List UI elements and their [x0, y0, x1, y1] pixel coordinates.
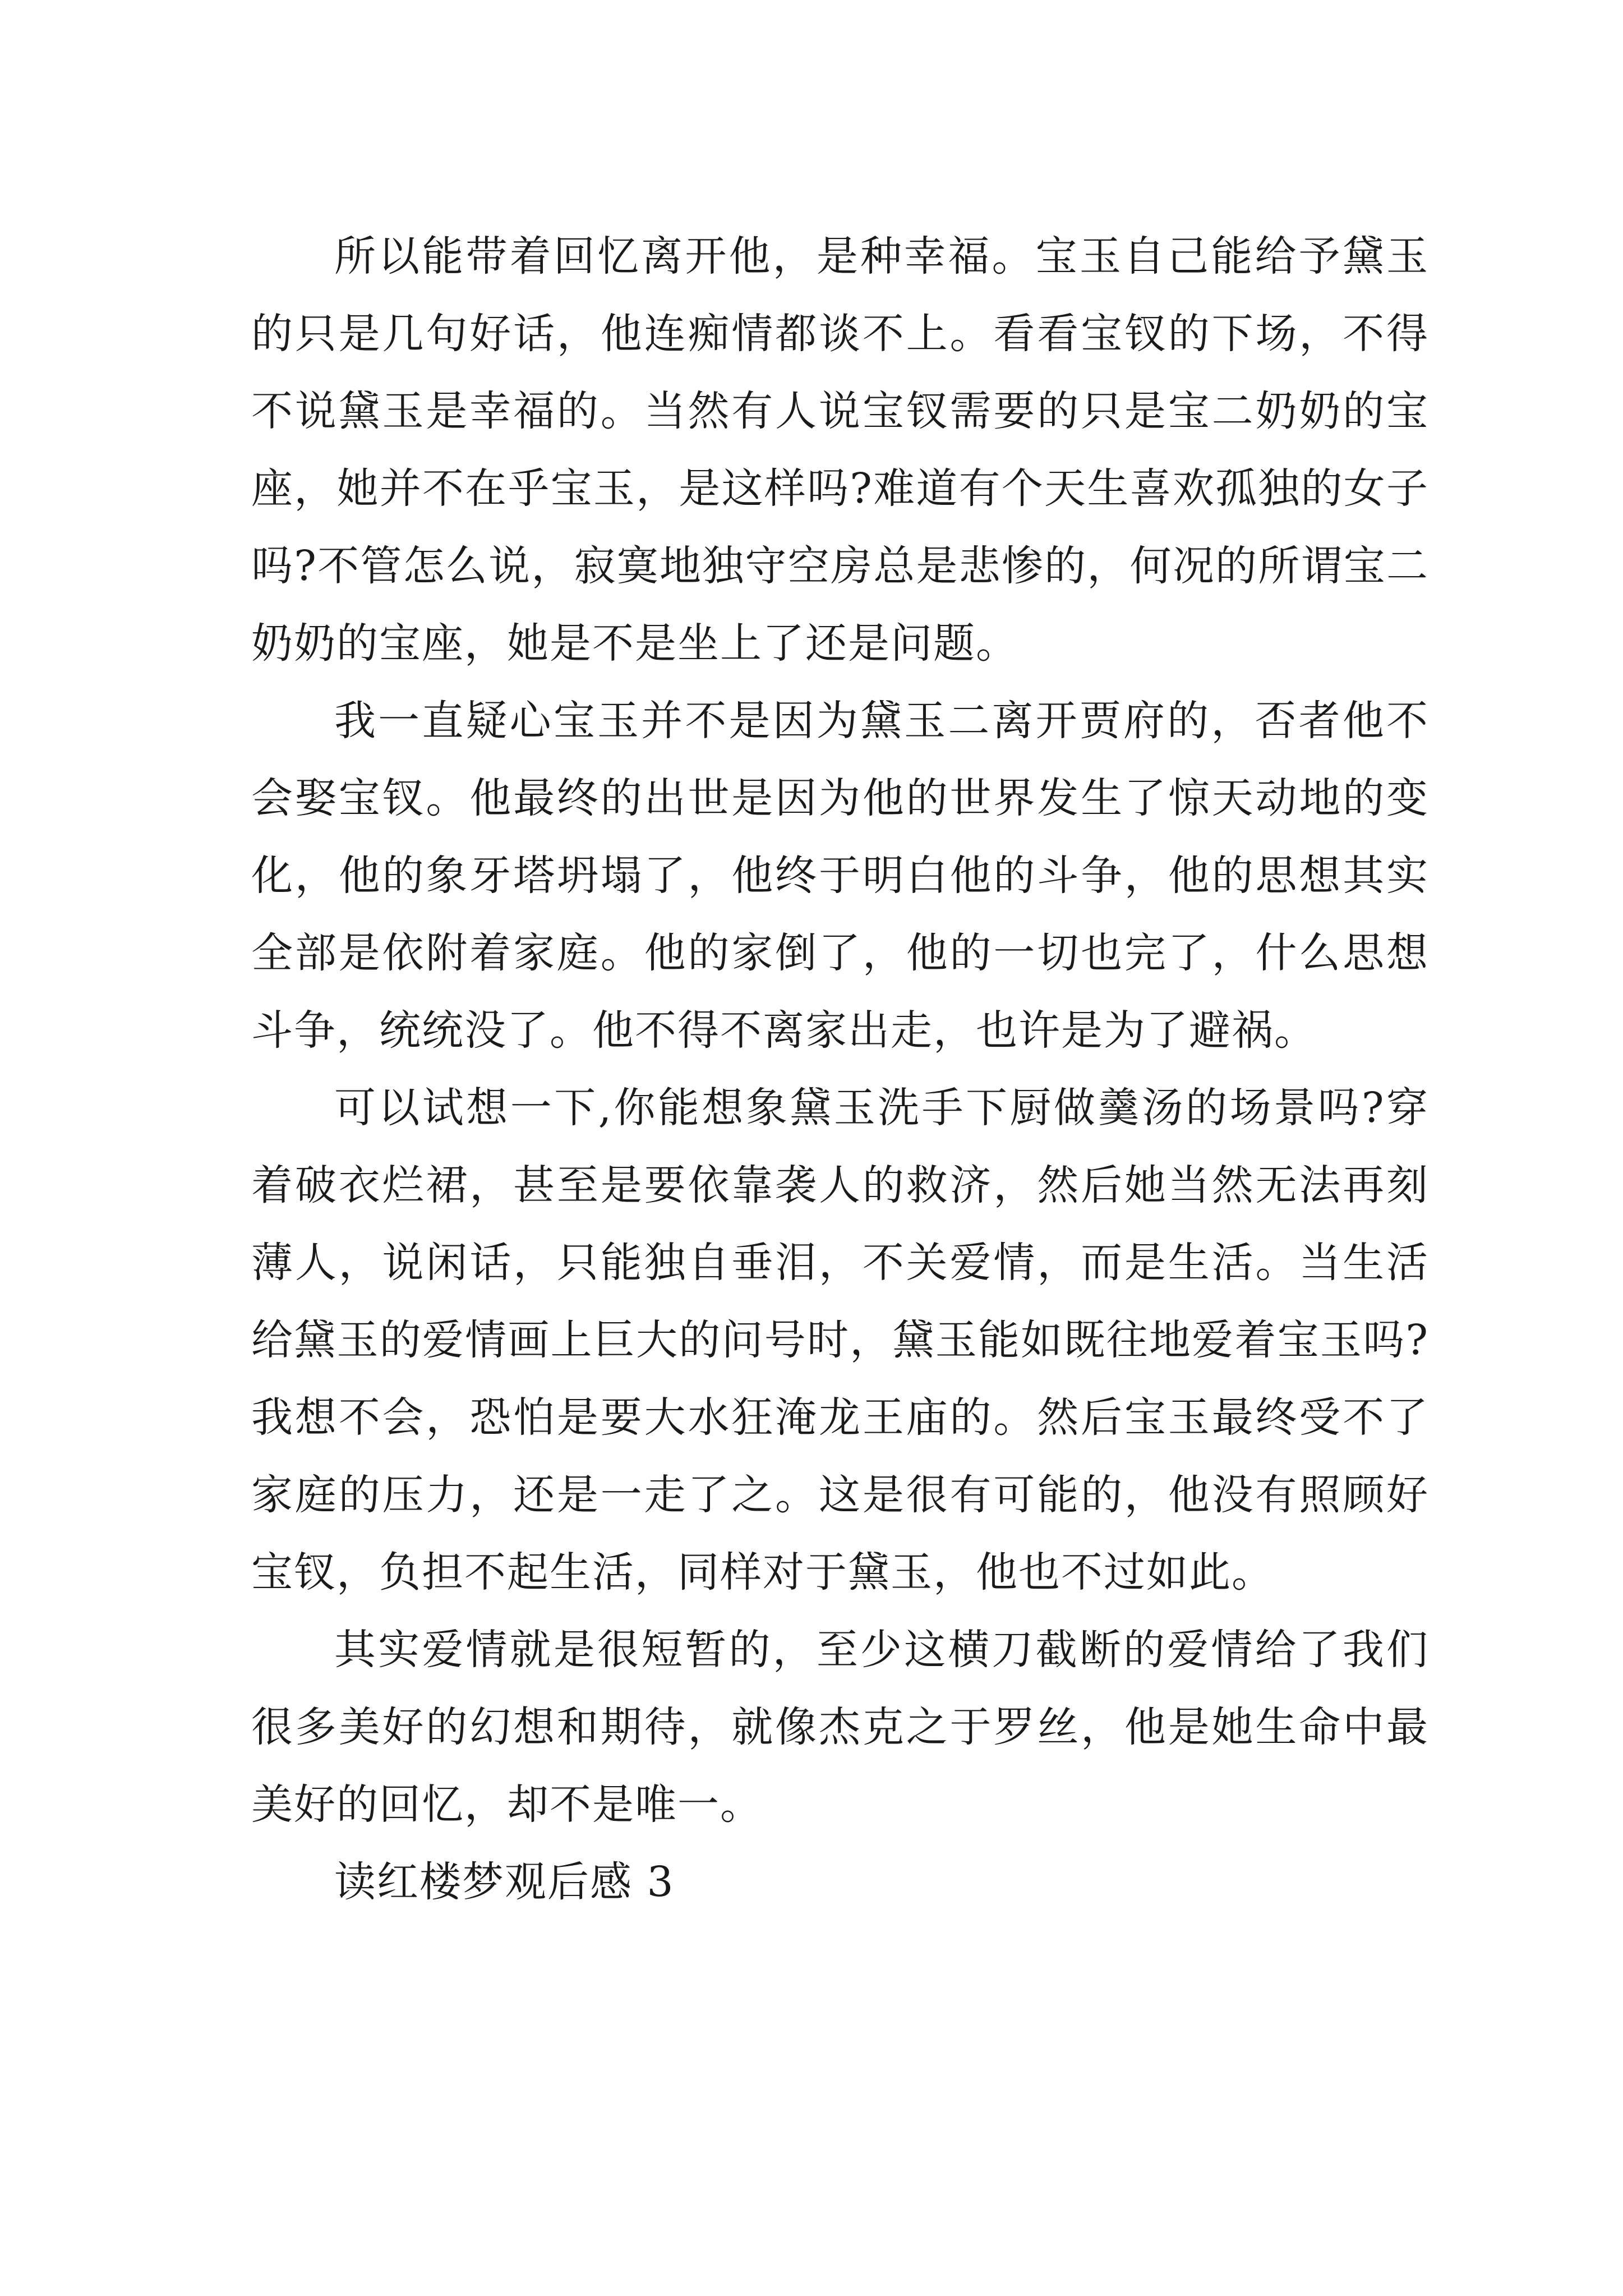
paragraph-3: 可以试想一下,你能想象黛玉洗手下厨做羹汤的场景吗?穿着破衣烂裙，甚至是要依靠袭人的救济，然后她当然无法再刻薄人，说闲话，只能独自垂泪，不关爱情，而是生活。当生活给黛玉的爱情画上巨大的问号时，黛玉能如既往地爱着宝玉吗?我想不会，恐怕是要大水狂淹龙王庙的。然后宝玉最终受不了家庭的压力，还是一走了之。这是很有可能的，他没有照顾好宝钗，负担不起生活，同样对于黛玉，他也不过如此。 — [251, 1084, 1429, 1596]
document-body — [251, 218, 1429, 1921]
paragraph-4: 其实爱情就是很短暂的，至少这横刀截断的爱情给了我们很多美好的幻想和期待，就像杰克之于罗丝，他是她生命中最美好的回忆，却不是唯一。 — [251, 1626, 1429, 1829]
paragraph-2: 我一直疑心宝玉并不是因为黛玉二离开贾府的，否者他不会娶宝钗。他最终的出世是因为他的世界发生了惊天动地的变化，他的象牙塔坍塌了，他终于明白他的斗争，他的思想其实全部是依附着家庭。他的家倒了，他的一切也完了，什么思想斗争，统统没了。他不得不离家出走，也许是为了避祸。 — [251, 697, 1429, 1055]
section-heading: 读红楼梦观后感 3 — [334, 1858, 675, 1906]
paragraph-1: 所以能带着回忆离开他，是种幸福。宝玉自己能给予黛玉的只是几句好话，他连痴情都谈不上。看看宝钗的下场，不得不说黛玉是幸福的。当然有人说宝钗需要的只是宝二奶奶的宝座，她并不在乎宝玉，是这样吗?难道有个天生喜欢孤独的女子吗?不管怎么说，寂寞地独守空房总是悲惨的，何况的所谓宝二奶奶的宝座，她是不是坐上了还是问题。 — [251, 232, 1429, 668]
